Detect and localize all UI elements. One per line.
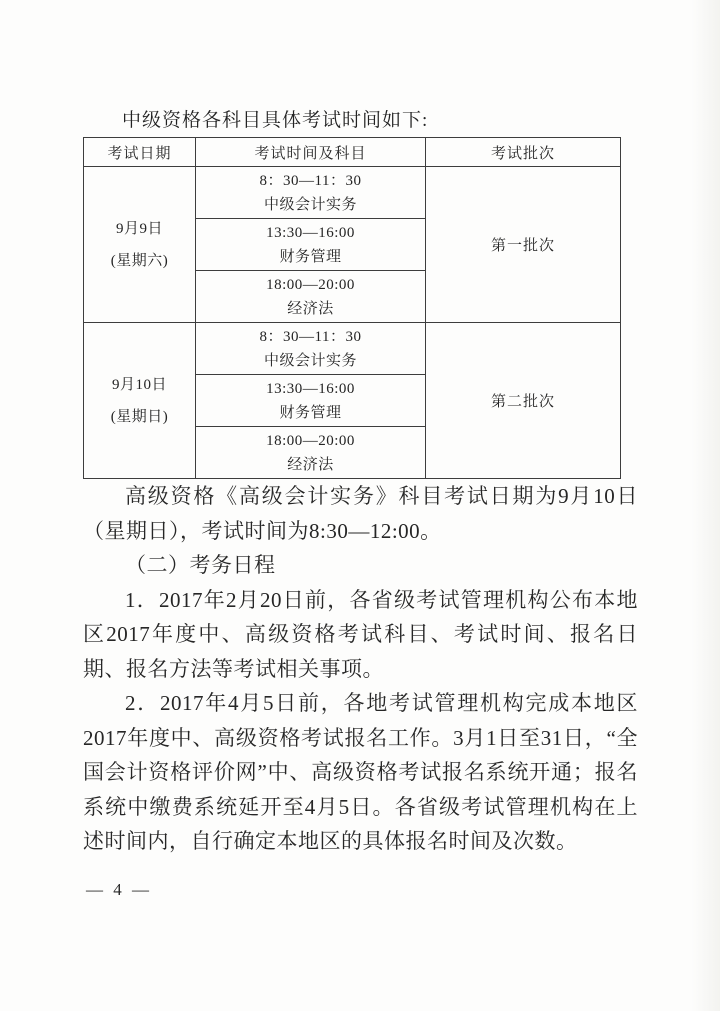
intro-line: 中级资格各科目具体考试时间如下: [122,110,429,131]
session-time: 13:30—16:00 [266,224,355,241]
paragraph-item-1: 1．2017年2月20日前，各省级考试管理机构公布本地区2017年度中、高级资格考试科目、考试时间、报名日期、报名方法等考试相关事项。 [83,587,638,681]
exam-date-cell-group2 [84,323,196,479]
session-time: 18:00—20:00 [266,432,355,449]
session-cell [196,375,426,427]
page-number: — 4 — [86,880,152,899]
header-exam-time-subject: 考试时间及科目 [196,138,426,167]
table-row [84,323,621,375]
document-body [83,479,638,859]
session-cell [196,219,426,271]
session-time: 8：30—11：30 [259,172,362,189]
exam-batch-cell-group2: 第二批次 [426,323,621,479]
exam-schedule-table [83,137,621,479]
session-subject: 财务管理 [279,404,342,421]
paragraph-item-2: 2．2017年4月5日前，各地考试管理机构完成本地区2017年度中、高级资格考试报名工作。3月1日至31日，“全国会计资格评价网”中、高级资格考试报名系统开通；报名系统中缴费系统延开至4月5日。各省级考试管理机构在上述时间内，自行确定本地区的具体报名时间及次数。 [83,691,638,853]
session-cell [196,323,426,375]
session-subject: 经济法 [287,456,334,473]
table-row [84,167,621,219]
session-cell [196,167,426,219]
session-subject: 中级会计实务 [263,352,357,369]
session-time: 13:30—16:00 [266,380,355,397]
session-time: 8：30—11：30 [259,328,362,345]
exam-date-cell-group1 [84,167,196,323]
session-cell [196,271,426,323]
session-cell [196,427,426,479]
exam-batch-cell-group1: 第一批次 [426,167,621,323]
paragraph-section-heading: （二）考务日程 [125,553,276,577]
paragraph-senior-exam-date: 高级资格《高级会计实务》科目考试日期为9月10日（星期日），考试时间为8:30—12:00。 [83,484,638,543]
exam-date: 9月10日 [111,376,167,393]
table-header-row [84,138,621,167]
session-time: 18:00—20:00 [266,276,355,293]
exam-date: 9月9日 [115,220,163,237]
session-subject: 中级会计实务 [263,196,357,213]
exam-weekday: (星期六) [110,252,169,269]
header-exam-batch: 考试批次 [426,138,621,167]
header-exam-date: 考试日期 [84,138,196,167]
session-subject: 经济法 [287,300,334,317]
exam-weekday: (星期日) [110,408,169,425]
session-subject: 财务管理 [279,248,342,265]
